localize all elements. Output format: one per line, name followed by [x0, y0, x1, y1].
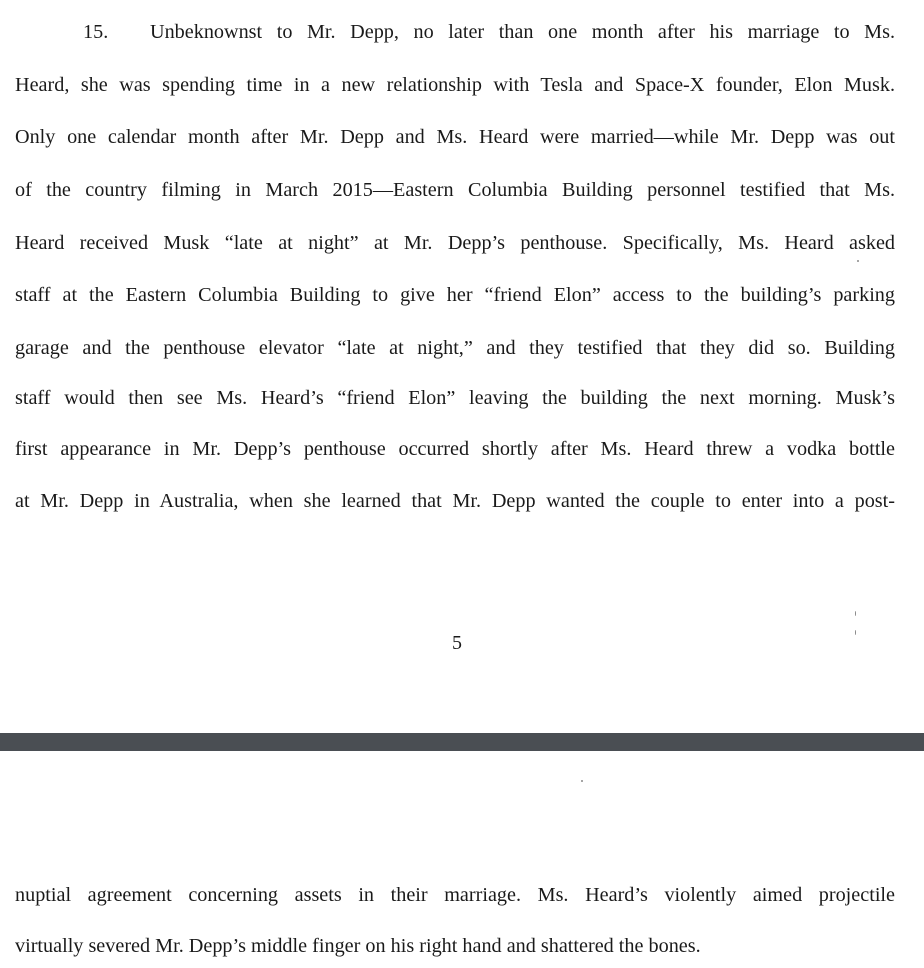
continued-line-2: virtually severed Mr. Depp’s middle finger on his right hand and shattered the bones.: [15, 935, 701, 957]
scan-speck: [857, 260, 859, 262]
paragraph-15-line-7: garage and the penthouse elevator “late at night,” and they testified that they did so. Building: [15, 337, 895, 359]
page-divider: [0, 733, 924, 751]
document-page-6: [0, 751, 924, 968]
paragraph-15-line-6: staff at the Eastern Columbia Building to give her “friend Elon” access to the building’s parking: [15, 284, 895, 306]
paragraph-15-line-3: Only one calendar month after Mr. Depp and Ms. Heard were married—while Mr. Depp was out: [15, 126, 895, 148]
scan-speck: [855, 630, 856, 635]
page-number: 5: [452, 632, 462, 654]
paragraph-15-line-10: at Mr. Depp in Australia, when she learned that Mr. Depp wanted the couple to enter into a post-: [15, 490, 895, 512]
scan-speck: [581, 780, 583, 782]
paragraph-15-line-1: [15, 20, 895, 44]
paragraph-15-line-2: Heard, she was spending time in a new relationship with Tesla and Space-X founder, Elon Musk.: [15, 74, 895, 96]
continued-line-1: nuptial agreement concerning assets in their marriage. Ms. Heard’s violently aimed projectile: [15, 884, 895, 906]
paragraph-15-line-8: staff would then see Ms. Heard’s “friend Elon” leaving the building the next morning. Musk’s: [15, 387, 895, 409]
scan-speck: [855, 611, 856, 616]
paragraph-15-line-9: first appearance in Mr. Depp’s penthouse occurred shortly after Ms. Heard threw a vodka bottle: [15, 438, 895, 460]
paragraph-15-line-5: Heard received Musk “late at night” at Mr. Depp’s penthouse. Specifically, Ms. Heard asked: [15, 232, 895, 254]
paragraph-15-line-4: of the country filming in March 2015—Eastern Columbia Building personnel testified that Ms.: [15, 179, 895, 201]
line-text: Unbeknownst to Mr. Depp, no later than one month after his marriage to Ms.: [150, 21, 895, 43]
paragraph-number: 15.: [83, 21, 109, 43]
